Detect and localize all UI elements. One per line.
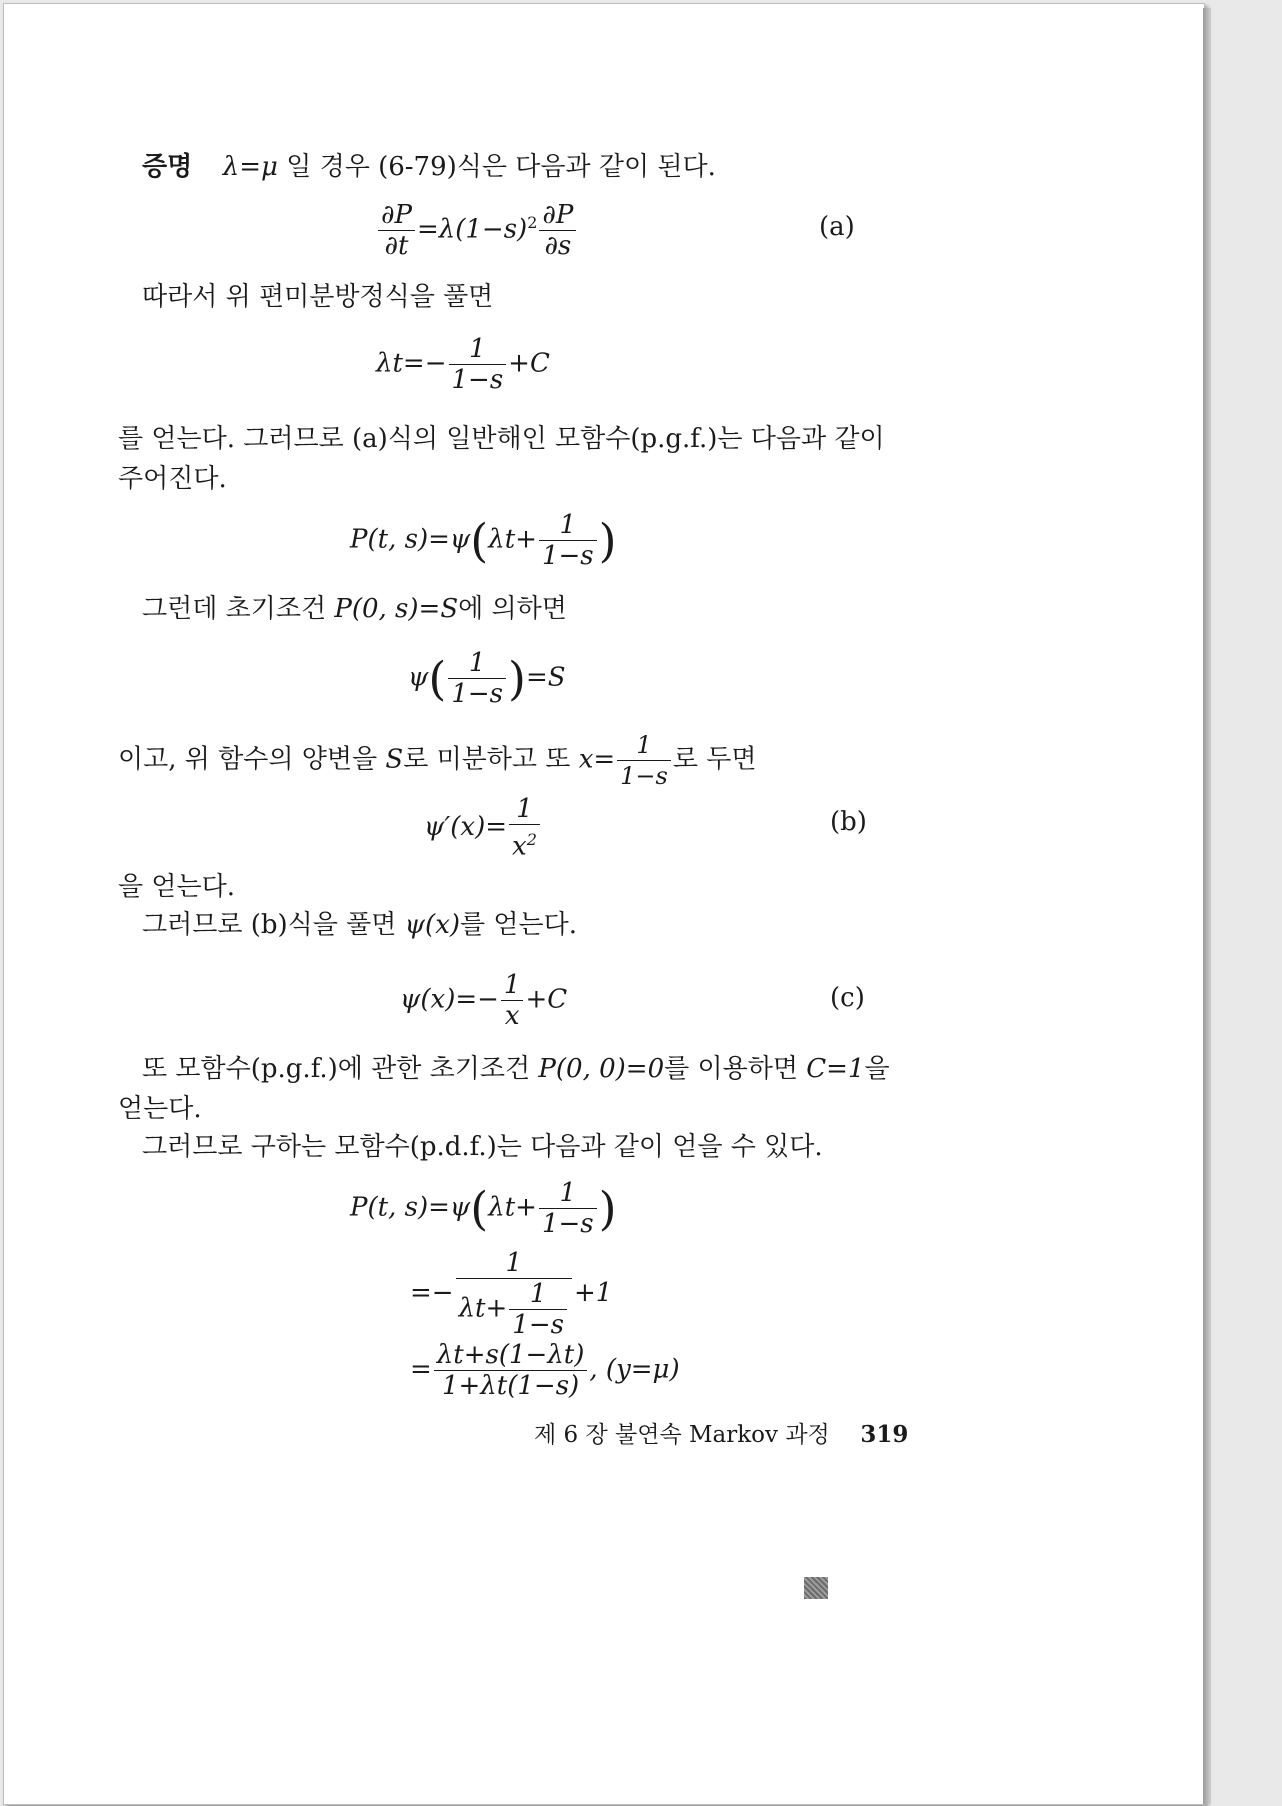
text-line-8b: 얻는다.: [118, 1094, 202, 1124]
line5-mid: 로 미분하고 또: [403, 744, 571, 775]
equation-label-a: (a): [819, 212, 855, 242]
eq-lt-lhs: λt=−: [376, 348, 447, 379]
text-line-3a: 를 얻는다. 그러므로 (a)식의 일반해인 모함수(p.g.f.)는 다음과 같이: [118, 424, 885, 454]
eq-init-num: 1: [448, 648, 506, 679]
text-line-3b: 주어진다.: [118, 464, 227, 494]
line5-num: 1: [617, 730, 671, 761]
eq-lt-rest: +C: [508, 348, 550, 379]
eq-general-lhs: P(t, s)=ψ: [350, 524, 471, 555]
eq-final1-lhs: P(t, s)=ψ: [350, 1192, 471, 1223]
page-edge-shadow: [1203, 8, 1211, 1804]
line5-x: x=: [578, 744, 616, 775]
eq-final2-den-pre: λt+: [458, 1293, 508, 1324]
eq-final2-post: +1: [573, 1278, 613, 1308]
eq-c-rest: +C: [525, 984, 568, 1015]
eq-b-square: 2: [526, 830, 537, 849]
line4-post: 에 의하면: [458, 594, 567, 624]
line7-pre: 그러므로 (b)식을 풀면: [142, 910, 397, 940]
line8-post: 을: [864, 1054, 890, 1084]
condition-lambda-mu: λ=μ: [222, 152, 278, 182]
eq-init-psi: ψ: [408, 662, 429, 693]
text-line-6: 을 얻는다.: [118, 872, 235, 902]
line4-pre: 그런데 초기조건: [142, 594, 327, 624]
book-page: [3, 3, 1205, 1805]
page-footer: [534, 1416, 908, 1449]
text-line-8a: [142, 1054, 890, 1084]
page-number: 319: [860, 1421, 909, 1448]
eq-a-rhs-num: ∂P: [539, 200, 576, 231]
equation-c: [400, 970, 567, 1031]
equation-general-solution: P(t, s)=ψ(λt+ $\frac{1}{1-s}$ ): [350, 510, 617, 571]
eq-final3-num: λt+s(1−λt): [434, 1340, 588, 1371]
line5-post: 로 두면: [672, 744, 757, 775]
line5-pre: 이고, 위 함수의 양변을: [118, 744, 378, 775]
eq-final1-den: 1−s: [541, 1209, 594, 1239]
eq-init-rhs: =S: [525, 662, 566, 693]
line8-mid: 를 이용하면: [664, 1054, 798, 1084]
eq-final3-pre: =: [410, 1354, 432, 1385]
line5-den: 1−s: [620, 762, 668, 790]
line7-post: 를 얻는다.: [460, 910, 577, 940]
eq-b-lhs: ψ′(x)=: [424, 811, 508, 842]
equation-a: [376, 200, 578, 261]
eq-lt-den: 1−s: [451, 365, 504, 395]
line8-c: C=1: [806, 1054, 865, 1084]
line8-cond: P(0, 0)=0: [538, 1054, 665, 1084]
line5-S: S: [385, 744, 404, 775]
eq-general-inner: λt+: [488, 524, 537, 555]
eq-final3-den: 1+λt(1−s): [441, 1371, 580, 1401]
equation-final-1: P(t, s)=ψ(λt+ $\frac{1}{1-s}$ ): [350, 1178, 617, 1239]
equation-label-b: (b): [830, 807, 867, 837]
line8-pre: 또 모함수(p.g.f.)에 관한 초기조건: [142, 1054, 531, 1084]
equation-final-3: [410, 1340, 680, 1401]
eq-c-num: 1: [501, 970, 524, 1001]
eq-c-lhs: ψ(x)=−: [400, 984, 499, 1015]
eq-final2-den-den: 1−s: [512, 1310, 564, 1340]
eq-lt-num: 1: [449, 334, 507, 365]
equation-b: [424, 794, 542, 862]
line1-text: 일 경우 (6-79)식은 다음과 같이 된다.: [286, 152, 716, 182]
end-of-proof-mark: [804, 1577, 828, 1599]
eq-final1-num: 1: [539, 1178, 597, 1209]
equation-initial: ψ( $\frac{1}{1-s}$ )=S: [408, 648, 566, 709]
eq-final2-num: 1: [456, 1248, 572, 1279]
eq-general-num: 1: [539, 510, 597, 541]
eq-a-lhs-den: ∂t: [384, 231, 409, 261]
equation-label-c: (c): [830, 983, 865, 1013]
eq-a-square: 2: [527, 212, 538, 232]
eq-a-rhs-den: ∂s: [544, 231, 572, 261]
eq-a-middle: =λ(1−s): [416, 214, 528, 245]
text-line-5: [118, 730, 756, 791]
eq-b-den: x: [512, 831, 527, 862]
eq-a-lhs-num: ∂P: [378, 200, 415, 231]
eq-c-den: x: [504, 1001, 520, 1031]
eq-final2-pre: =−: [410, 1278, 454, 1308]
eq-init-den: 1−s: [451, 679, 504, 709]
eq-final1-inner: λt+: [488, 1192, 537, 1223]
initial-condition: P(0, s)=S: [334, 594, 459, 624]
eq-general-den: 1−s: [541, 541, 594, 571]
proof-line: [142, 152, 716, 182]
chapter-title: 제 6 장 불연속 Markov 과정: [534, 1422, 830, 1448]
eq-final3-post: , (y=μ): [589, 1354, 680, 1385]
proof-heading: 증명: [142, 152, 193, 182]
line7-psi: ψ(x): [404, 910, 460, 940]
text-line-2: 따라서 위 편미분방정식을 풀면: [142, 282, 494, 312]
eq-final2-den-num: 1: [509, 1279, 567, 1310]
equation-lambda-t: [376, 334, 550, 395]
text-line-9: 그러므로 구하는 모함수(p.d.f.)는 다음과 같이 얻을 수 있다.: [142, 1132, 823, 1162]
text-line-4: [142, 594, 567, 624]
eq-b-num: 1: [509, 794, 540, 825]
equation-final-2: [410, 1248, 612, 1340]
text-line-7: [142, 910, 577, 940]
